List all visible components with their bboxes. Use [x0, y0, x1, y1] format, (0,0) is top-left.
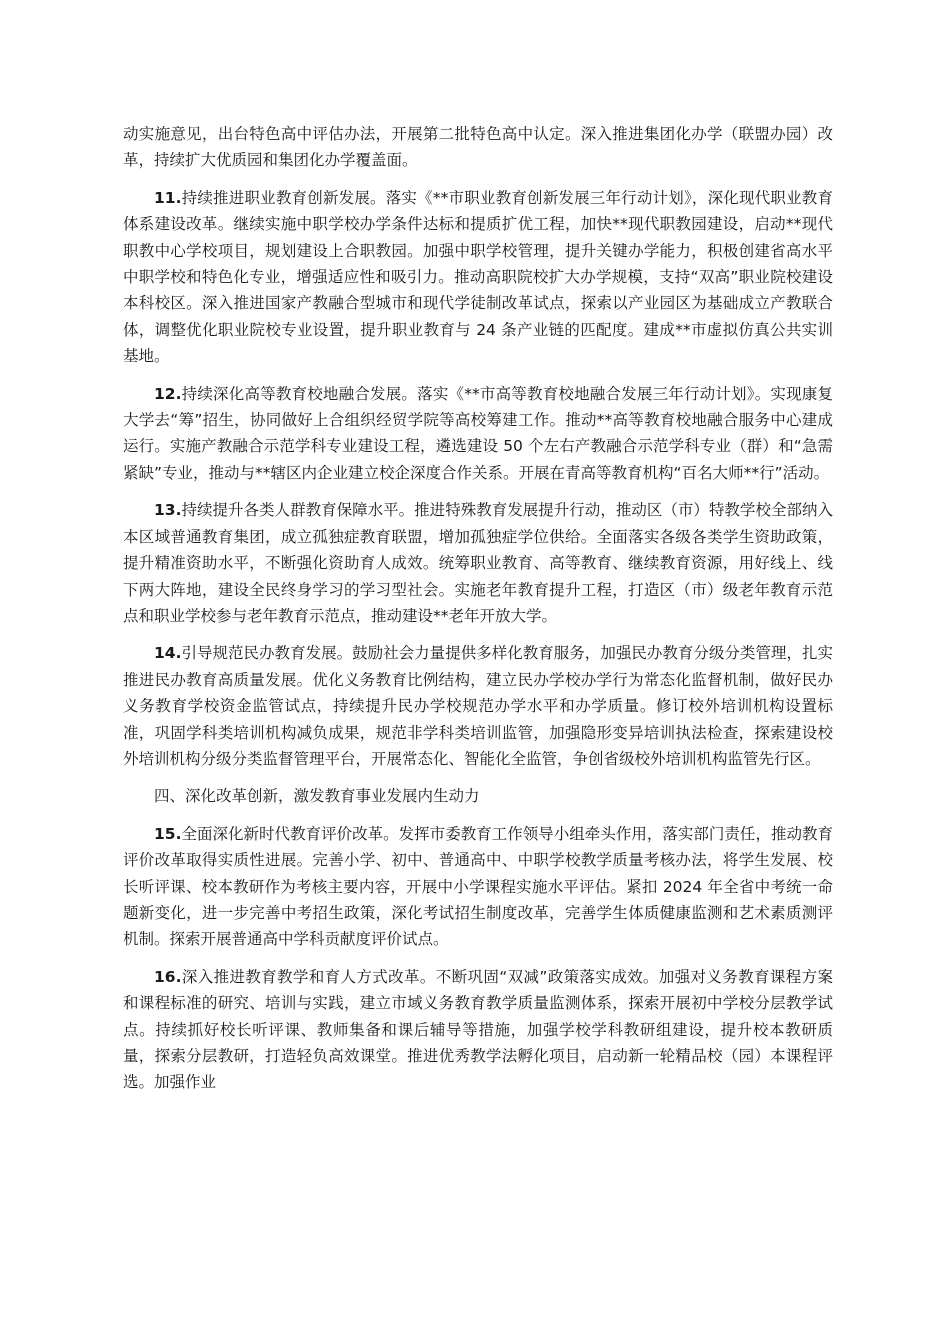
- paragraph-item-11: [123, 185, 833, 370]
- paragraph-item-16: [123, 964, 833, 1096]
- item-number: 12.: [154, 384, 182, 403]
- item-number: 15.: [154, 824, 182, 843]
- paragraph-text: 全面深化新时代教育评价改革。发挥市委教育工作领导小组牵头作用，落实部门责任，推动教育评价改革取得实质性进展。完善小学、初中、普通高中、中职学校教学质量考核办法，将学生发展、校长听评课、校本教研作为考核主要内容，开展中小学课程实施水平评估。紧扣 2024 年全省中考统一命题新变化，进一步完善中考招生政策，深化考试招生制度改革，完善学生体质健康监测和艺术素质测评机制。探索开展普通高中学科贡献度评价试点。: [123, 824, 833, 949]
- item-number: 14.: [154, 644, 182, 663]
- paragraph-text: 持续提升各类人群教育保障水平。推进特殊教育发展提升行动，推动区（市）特教学校全部纳入本区域普通教育集团，成立孤独症教育联盟，增加孤独症学位供给。全面落实各级各类学生资助政策，提升精准资助水平，不断强化资助育人成效。统筹职业教育、高等教育、继续教育资源，用好线上、线下两大阵地，建设全民终身学习的学习型社会。实施老年教育提升工程，打造区（市）级老年教育示范点和职业学校参与老年教育示范点，推动建设**老年开放大学。: [123, 501, 833, 625]
- section-heading-text: 四、深化改革创新，激发教育事业发展内生动力: [154, 787, 480, 806]
- item-number: 13.: [154, 501, 182, 520]
- paragraph-text: 深入推进教育教学和育人方式改革。不断巩固“双减”政策落实成效。加强对义务教育课程方案和课程标准的研究、培训与实践，建立市域义务教育教学质量监测体系，探索开展初中学校分层教学试点。持续抓好校长听评课、教师集备和课后辅导等措施，加强学校学科教研组建设，提升校本教研质量，探索分层教研，打造轻负高效课堂。推进优秀教学法孵化项目，启动新一轮精品校（园）本课程评选。加强作业: [123, 967, 833, 1092]
- paragraph-item-14: [123, 640, 833, 772]
- section-heading-4: [123, 783, 833, 809]
- paragraph-text: 动实施意见，出台特色高中评估办法，开展第二批特色高中认定。深入推进集团化办学（联盟办园）改革，持续扩大优质园和集团化办学覆盖面。: [123, 125, 833, 170]
- paragraph-item-13: [123, 497, 833, 629]
- paragraph-item-12: [123, 381, 833, 487]
- item-number: 16.: [154, 967, 182, 986]
- paragraph-text: 持续推进职业教育创新发展。落实《**市职业教育创新发展三年行动计划》，深化现代职业教育体系建设改革。继续实施中职学校办学条件达标和提质扩优工程，加快**现代职教园建设，启动**现代职教中心学校项目，规划建设上合职教园。加强中职学校管理，提升关键办学能力，积极创建省高水平中职学校和特色化专业，增强适应性和吸引力。推动高职院校扩大办学规模，支持“双高”职业院校建设本科校区。深入推进国家产教融合型城市和现代学徒制改革试点，探索以产业园区为基础成立产教联合体，调整优化职业院校专业设置，提升职业教育与 24 条产业链的匹配度。建成**市虚拟仿真公共实训基地。: [123, 188, 833, 366]
- paragraph-text: 持续深化高等教育校地融合发展。落实《**市高等教育校地融合发展三年行动计划》。实现康复大学去“筹”招生，协同做好上合组织经贸学院等高校筹建工作。推动**高等教育校地融合服务中心建成运行。实施产教融合示范学科专业建设工程，遴选建设 50 个左右产教融合示范学科专业（群）和“急需紧缺”专业，推动与**辖区内企业建立校企深度合作关系。开展在青高等教育机构“百名大师**行”活动。: [123, 384, 833, 482]
- paragraph-item-15: [123, 821, 833, 953]
- document-page: [123, 121, 833, 1107]
- item-number: 11.: [154, 188, 182, 207]
- paragraph-continuation: [123, 121, 833, 174]
- paragraph-text: 引导规范民办教育发展。鼓励社会力量提供多样化教育服务，加强民办教育分级分类管理，扎实推进民办教育高质量发展。优化义务教育比例结构，建立民办学校办学行为常态化监督机制，做好民办义务教育学校资金监管试点，持续提升民办学校规范办学水平和办学质量。修订校外培训机构设置标准，巩固学科类培训机构减负成果，规范非学科类培训监管，加强隐形变异培训执法检查，探索建设校外培训机构分级分类监督管理平台，开展常态化、智能化全监管，争创省级校外培训机构监管先行区。: [123, 644, 833, 768]
